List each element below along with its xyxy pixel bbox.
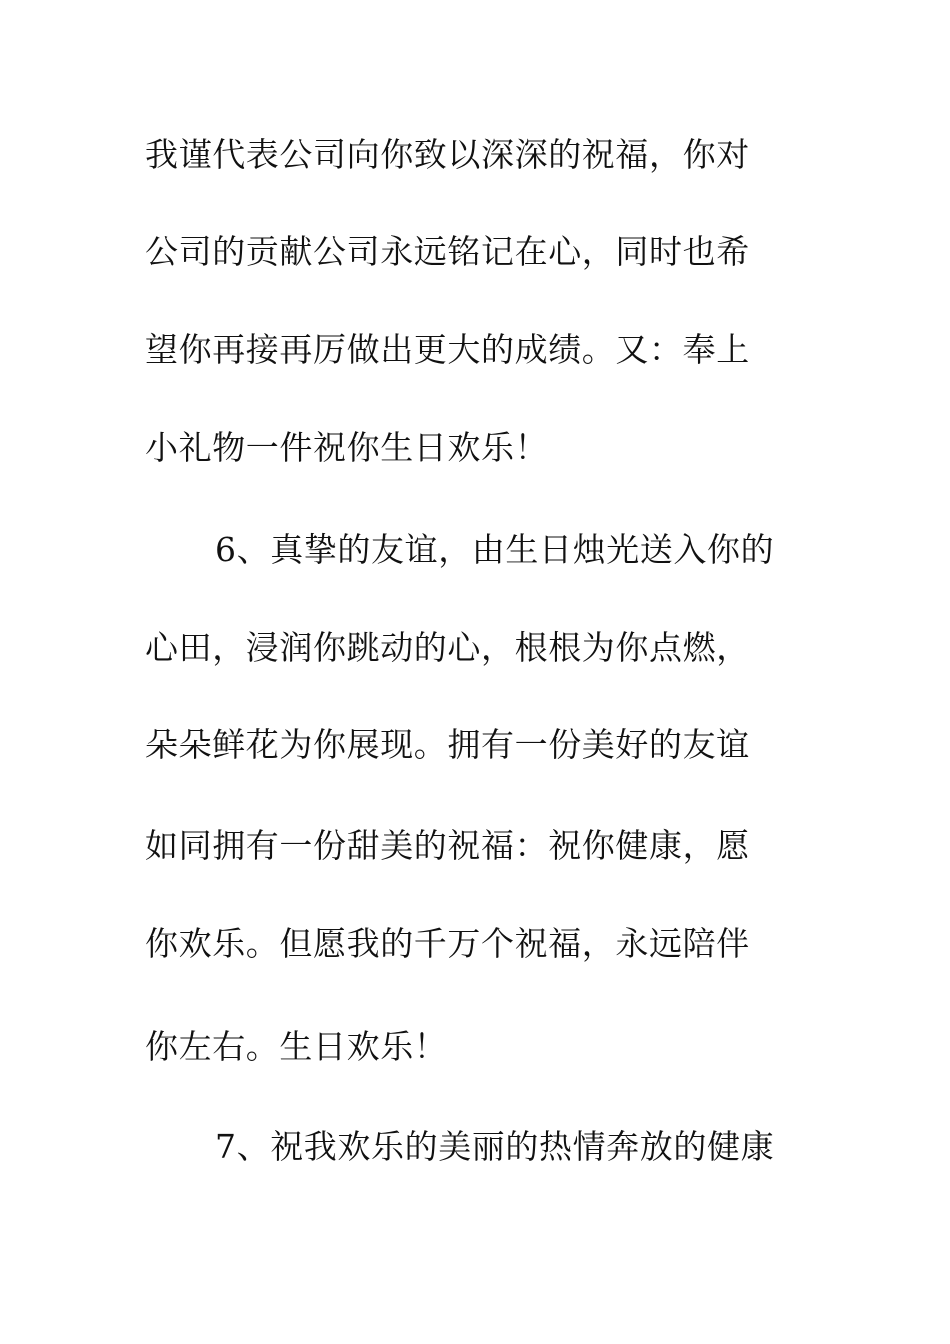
text-line-3: 望你再接再厉做出更大的成绩。又：奉上 xyxy=(145,330,750,369)
text-line-4: 小礼物一件祝你生日欢乐！ xyxy=(145,428,549,467)
text-line-2: 公司的贡献公司永远铭记在心，同时也希 xyxy=(145,232,750,271)
text-line-6: 心田，浸润你跳动的心，根根为你点燃， xyxy=(145,628,750,667)
text-line-10: 你左右。生日欢乐！ xyxy=(145,1027,448,1066)
text-line-9: 你欢乐。但愿我的千万个祝福，永远陪伴 xyxy=(145,924,750,963)
text-line-7: 朵朵鲜花为你展现。拥有一份美好的友谊 xyxy=(145,725,750,764)
paragraph-6-line-1: 6、真挚的友谊，由生日烛光送入你的 xyxy=(215,530,775,569)
text-line-1: 我谨代表公司向你致以深深的祝福，你对 xyxy=(145,135,750,174)
paragraph-7-line-1: 7、祝我欢乐的美丽的热情奔放的健康 xyxy=(215,1127,775,1166)
text-line-8: 如同拥有一份甜美的祝福：祝你健康，愿 xyxy=(145,826,750,865)
